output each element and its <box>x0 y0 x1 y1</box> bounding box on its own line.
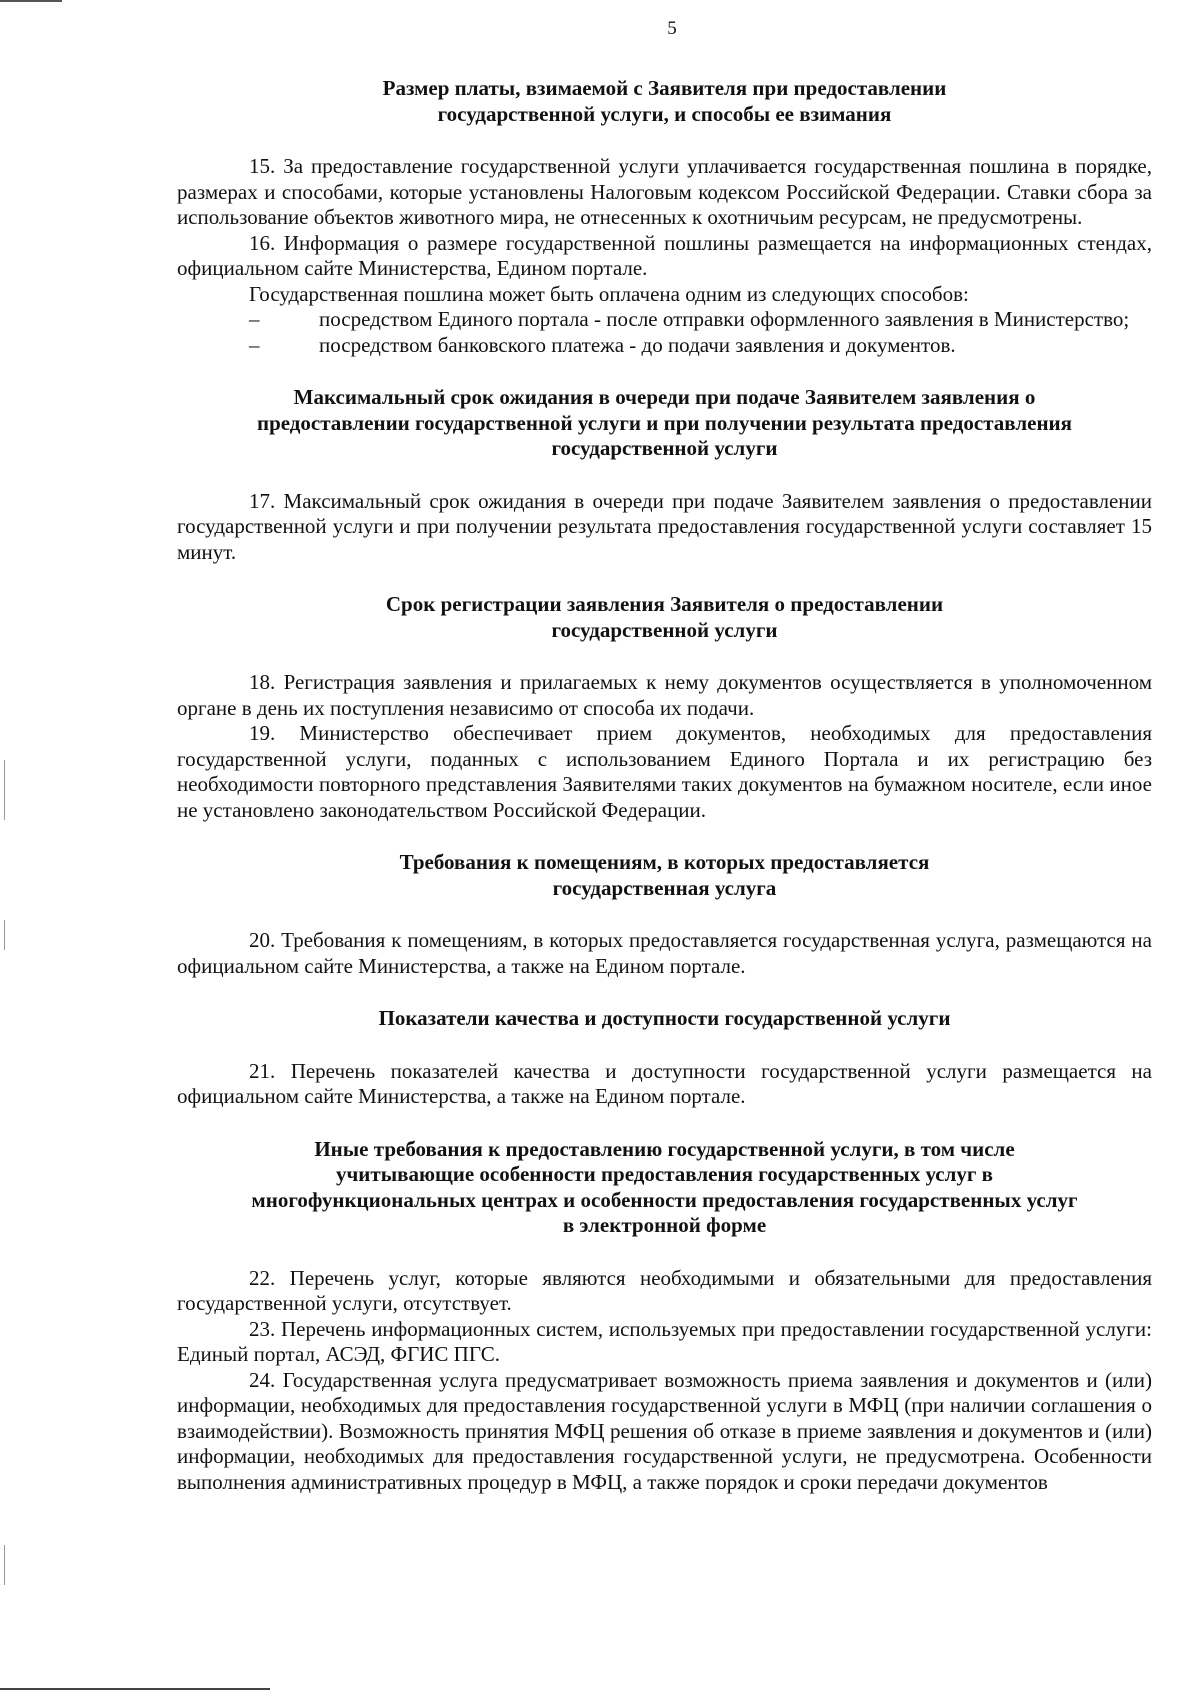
scan-margin-mark <box>4 760 5 820</box>
list-item <box>177 333 1152 359</box>
document-body <box>177 76 1152 1495</box>
heading-line: Максимальный срок ожидания в очереди при подаче Заявителем заявления о <box>293 385 1036 409</box>
paragraph-21: 21. Перечень показателей качества и доступности государственной услуги размещается на официальном сайте Министерства, а также на Едином портале. <box>177 1058 1152 1108</box>
heading-line: предоставлении государственной услуги и при получении результата предоставления <box>256 410 1073 435</box>
heading-line: Размер платы, взимаемой с Заявителя при предоставлении <box>382 76 947 100</box>
heading-line: государственной услуги <box>551 436 778 460</box>
page-number: 5 <box>667 18 677 39</box>
paragraph-22: 22. Перечень услуг, которые являются необходимыми и обязательными для предоставления государственной услуги, отсутствует. <box>177 1265 1152 1315</box>
section-heading <box>177 1006 1152 1032</box>
list-item-text: посредством банковского платежа - до подачи заявления и документов. <box>319 332 956 357</box>
heading-line: учитывающие особенности предоставления государственных услуг в <box>335 1162 994 1186</box>
heading-line: государственной услуги, и способы ее взимания <box>437 101 892 126</box>
paragraph-24: 24. Государственная услуга предусматривает возможность приема заявления и документов и (или) информации, необходимых для предоставления государственной услуги в МФЦ (при наличии соглашения о взаимодействии). Возможность принятия МФЦ решения об отказе в приеме заявления и документов и (или) информации, необходимых для предоставления государственной услуги, не предусмотрена. Особенности выполнения административных процедур в МФЦ, а также порядок и сроки передачи документов <box>177 1367 1152 1494</box>
section-heading <box>177 1137 1152 1239</box>
paragraph-20: 20. Требования к помещениям, в которых предоставляется государственная услуга, размещаются на официальном сайте Министерства, а также на Едином портале. <box>177 928 1152 978</box>
section-heading <box>177 385 1152 462</box>
scan-margin-mark <box>4 920 5 950</box>
heading-line: в электронной форме <box>562 1213 767 1237</box>
scan-edge-top <box>0 0 62 2</box>
heading-line: Иные требования к предоставлению государственной услуги, в том числе <box>314 1136 1015 1161</box>
heading-line: государственная услуга <box>552 875 777 900</box>
paragraph-23: 23. Перечень информационных систем, используемых при предоставлении государственной услуги: Единый портал, АСЭД, ФГИС ПГС. <box>177 1316 1152 1366</box>
heading-line: Срок регистрации заявления Заявителя о предоставлении <box>385 592 944 616</box>
section-heading <box>177 850 1152 901</box>
paragraph-19: 19. Министерство обеспечивает прием документов, необходимых для предоставления государственной услуги, поданных с использованием Единого Портала и их регистрацию без необходимости повторного представления Заявителями таких документов на бумажном носителе, если иное не установлено законодательством Российской Федерации. <box>177 721 1152 822</box>
list-item-text: посредством Единого портала - после отправки оформленного заявления в Министерство; <box>319 307 1130 331</box>
paragraph-16: 16. Информация о размере государственной пошлины размещается на информационных стендах, официальном сайте Министерства, Едином портале. <box>177 230 1152 280</box>
heading-line: многофункциональных центрах и особенности предоставления государственных услуг <box>251 1187 1078 1212</box>
paragraph-18: 18. Регистрация заявления и прилагаемых к нему документов осуществляется в уполномоченном органе в день их поступления независимо от способа их подачи. <box>177 670 1152 720</box>
scan-edge-bottom <box>0 1688 270 1690</box>
dash-mark: – <box>249 307 260 331</box>
scan-margin-mark <box>4 1545 5 1585</box>
heading-line: Требования к помещениям, в которых предоставляется <box>399 850 930 874</box>
list-item <box>177 307 1152 333</box>
dash-mark: – <box>249 332 260 357</box>
section-heading <box>177 76 1152 127</box>
paragraph-15: 15. За предоставление государственной услуги уплачивается государственная пошлина в порядке, размерах и способами, которые установлены Налоговым кодексом Российской Федерации. Ставки сбора за использование объектов животного мира, не отнесенных к охотничьим ресурсам, не предусмотрены. <box>177 154 1152 229</box>
section-heading <box>177 592 1152 643</box>
heading-line: Показатели качества и доступности государственной услуги <box>378 1006 951 1030</box>
paragraph-17: 17. Максимальный срок ожидания в очереди при подаче Заявителем заявления о предоставлении государственной услуги и при получении результата предоставления государственной услуги составляет 15 минут. <box>177 488 1152 564</box>
paragraph-16-methods: Государственная пошлина может быть оплачена одним из следующих способов: <box>249 281 969 306</box>
heading-line: государственной услуги <box>551 617 778 642</box>
